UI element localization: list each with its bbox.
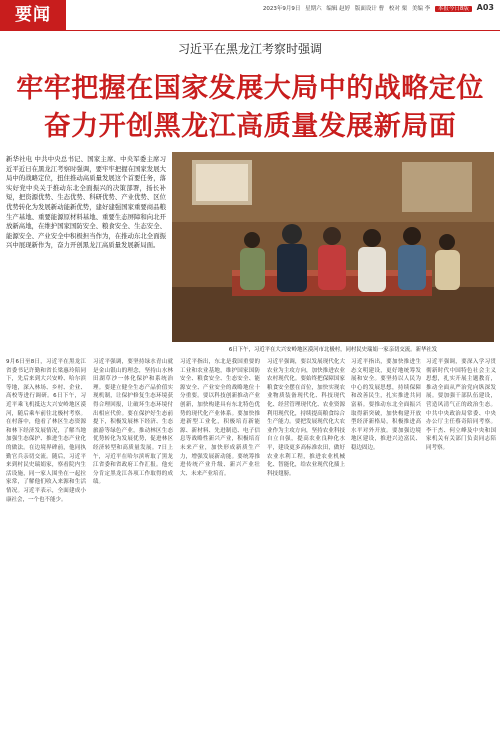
body-column-3: 习近平指出，东北是我国重要的工业和农业基地，维护国家国防安全、粮食安全、生态安全、能源安全、产业安全的战略地位十分重要。要以科技创新推动产业创新，加快构建具有东北特色优势的现代化产业体系。要加快推进新型工业化，积极培育新能源、新材料、先进制造、电子信息等战略性新兴产业，积极培育未来产业，加快形成新质生产力，增强发展新动能。要统筹推进传统产业升级、新兴产业壮大、未来产业培育。 — [180, 359, 260, 477]
article-kicker: 习近平在黑龙江考察时强调 — [177, 42, 322, 56]
header-proof: 校对 栗 — [388, 6, 408, 12]
photo-caption: 6日下午，习近平在大兴安岭地区漠河市北极村，同村民史瑞娟一家亲切交流。新华社发 — [228, 347, 438, 353]
edition-badge: 本报今日8版 — [435, 6, 472, 12]
body-column-1: 9月6日至8日，习近平在黑龙江省委书记许勤和省长梁惠玲陪同下，先后来到大兴安岭、哈尔滨等地，深入林场、乡村、企业、高校等进行调研。6日下午，习近平乘飞机抵达大兴安岭地区漠河，随后乘车前往北极村考察。在村落中，他看了林区生态资源和林下经济发展情况，了解当地加强生态保护、推进生态产业化的做法。在边境界碑前，他同执勤官兵亲切交流。随后，习近平来到村民史瑞娟家，察看院内生活设施，同一家人围坐在一起拉家常，了解他们收入来源和生活情况。习近平表示，全面建成小康社会，一个也不能少。 — [6, 359, 86, 503]
body-column-4: 习近平强调，要以发展现代化大农业为主攻方向，加快推进农业农村现代化。要始终把保障国家粮食安全摆在首位，加快实现农业物质装备现代化、科技现代化、经营管理现代化、农业资源利用现代化，持续提高粮食综合生产能力。要把发展现代化大农业作为主攻方向，坚持农业科技自立自强，提高农业良种化水平，建设更多高标准农田，做好农业水利工程，推进农业机械化、智能化，给农业现代化插上科技翅膀。 — [267, 359, 345, 477]
header-layout: 版面设计 曹 — [354, 6, 385, 12]
headline-line-2: 奋力开创黑龙江高质量发展新局面 — [43, 111, 457, 142]
body-column-2: 习近平强调，要坚持绿水青山就是金山银山的理念，坚持山水林田湖草沙一体化保护和系统治理。要建立健全生态产品价值实现机制，让保护修复生态环境获得合理回报，让破坏生态环境付出相应代价。要在保护好生态前提下，积极发展林下经济、生态旅游等绿色产业，推动林区生态优势转化为发展优势，促进林区经济转型和高质量发展。7日上午，习近平在哈尔滨听取了黑龙江省委和省政府工作汇报。他充分肯定黑龙江各项工作取得的成绩。 — [93, 359, 173, 486]
article-lead: 新华社电 中共中央总书记、国家主席、中央军委主席习近平近日在黑龙江考察时强调，要牢牢把握在国家发展大局中的战略定位，扭住推动高质量发展这个首要任务，落实好党中央关于推动东北全面振兴的决策部署，扬长补短，把资源优势、生态优势、科研优势、产业优势、区位优势转化为发展新动能新优势，建好建强国家重要商品粮生产基地、重要能源原材料基地、重要生态屏障和向北开放新高地，在维护国家国防安全、粮食安全、生态安全、能源安全、产业安全中积极担当作为，在推动东北全面振兴中展现新作为，奋力开创黑龙江高质量发展新局面。 — [6, 155, 166, 250]
section-tab: 要闻 — [0, 0, 66, 30]
news-photo — [172, 152, 494, 342]
headline-line-1: 牢牢把握在国家发展大局中的战略定位 — [16, 73, 484, 104]
page-number: A03 — [476, 3, 494, 12]
header-weekday: 星期六 — [305, 6, 322, 12]
header-editor: 编辑 赵婷 — [326, 6, 351, 12]
header-art: 美编 李 — [411, 6, 431, 12]
body-column-5: 习近平指出，要加快推进生态文明建设，更好地统筹发展和安全。要坚持以人民为中心的发展思想，持续保障和改善民生，扎实推进共同富裕。要推动东北全面振兴取得新突破，加快构建开放型经济新格局，积极推进高水平对外开放。要加强边境地区建设，推进兴边富民、稳边固边。 — [351, 359, 421, 451]
header-date: 2023年9月9日 — [262, 6, 301, 12]
header-rule — [0, 30, 500, 31]
header-meta — [260, 3, 494, 12]
body-column-6: 习近平强调，要深入学习贯彻新时代中国特色社会主义思想，扎实开展主题教育，推动全面从严治党向纵深发展。要加强干部队伍建设，营造风清气正的政治生态。中共中央政治局常委、中央办公厅主任蔡奇陪同考察。李干杰、何立峰及中央和国家机关有关部门负责同志陪同考察。 — [426, 359, 496, 451]
page-header — [0, 0, 500, 30]
